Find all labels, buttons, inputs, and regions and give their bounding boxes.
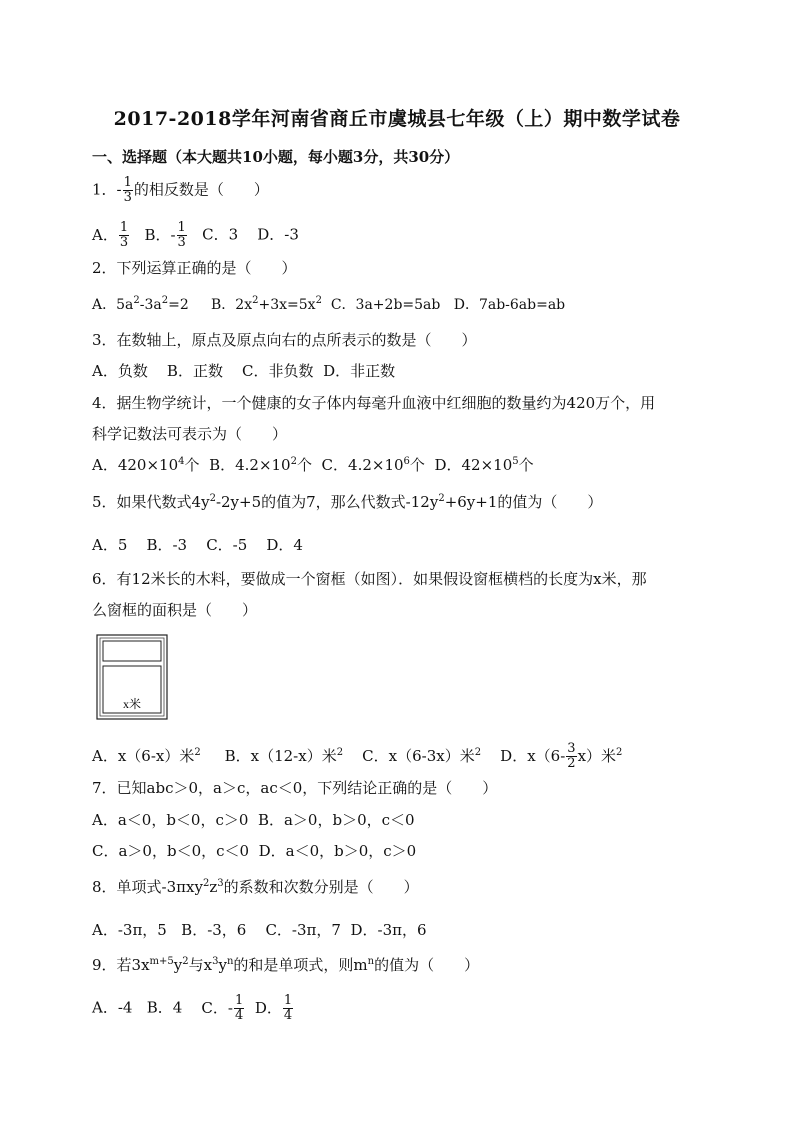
- option-c: C．$4.2\times 10^6$个: [321, 456, 425, 474]
- option-d: D． $\frac{1}{4}$: [254, 993, 293, 1023]
- question-3: 3．在数轴上，原点及原点向右的点所表示的数是（ ）: [92, 331, 477, 349]
- question-4-line1: 4．据生物学统计，一个健康的女子体内每毫升血液中红细胞的数量约为420万个，用: [92, 394, 656, 412]
- option-a: A．x（6-x）米$^2$: [92, 746, 201, 765]
- option-d: D．x（6- $\frac{3}{2}$ x）米$^2$: [500, 741, 623, 771]
- option-b: B．$4.2\times 10^2$个: [209, 456, 312, 474]
- question-6-options: [92, 742, 622, 771]
- question-1-options: [92, 221, 299, 250]
- option-a: A． $\frac{1}{3}$: [92, 220, 129, 250]
- option-c: C．x（6-3x）米$^2$: [362, 746, 482, 765]
- question-1: 1．- $\frac{1}{3}$ 的相反数是（ ）: [92, 175, 269, 205]
- window-frame-figure: [96, 634, 168, 720]
- question-6-line2: 么窗框的面积是（ ）: [92, 601, 258, 619]
- option-b: B．正数: [166, 362, 223, 380]
- question-2: 2．下列运算正确的是（ ）: [92, 259, 297, 277]
- question-7-options-row2: [92, 841, 416, 861]
- question-3-options: [92, 361, 395, 381]
- option-a: A．$420\times 10^4$个: [92, 456, 200, 474]
- figure-label: x米: [122, 697, 142, 711]
- option-a: A．5: [92, 536, 128, 554]
- option-c: C．-5: [206, 536, 248, 554]
- option-a: A．$5a^2-3a^2=2$: [92, 295, 189, 313]
- option-d: D．4: [266, 536, 303, 554]
- question-7-options-row1: [92, 810, 415, 830]
- option-b: B．4: [146, 998, 183, 1017]
- section-heading: 一、选择题（本大题共10小题，每小题3分，共30分）: [92, 148, 460, 166]
- option-c: C．-3π，7: [265, 921, 341, 939]
- option-c: C．非负数: [242, 362, 314, 380]
- question-2-options: [92, 295, 565, 315]
- option-d: D．a＜0，b＞0，c＞0: [258, 842, 417, 860]
- option-a: A．负数: [92, 362, 148, 380]
- option-d: D．$42\times 10^5$个: [434, 456, 534, 474]
- option-b: B．$2x^2+3x=5x^2$: [211, 295, 322, 313]
- fraction: $\frac{1}{3}$: [123, 175, 132, 205]
- option-d: D．非正数: [323, 362, 396, 380]
- frame-top-pane: [103, 641, 161, 661]
- option-d: D．-3π，6: [350, 921, 427, 939]
- question-4-options: [92, 455, 534, 475]
- question-6-line1: 6．有12米长的木料，要做成一个窗框（如图）．如果假设窗框横档的长度为x米，那: [92, 570, 647, 588]
- option-c: C．- $\frac{1}{4}$: [201, 993, 244, 1023]
- option-b: B．x（12-x）米$^2$: [224, 746, 344, 765]
- option-b: B．-3，6: [181, 921, 247, 939]
- option-d: D．-3: [257, 225, 299, 244]
- question-4-line2: 科学记数法可表示为（ ）: [92, 425, 288, 443]
- question-8: 8．单项式$-3\pi xy^2z^3$的系数和次数分别是（ ）: [92, 878, 419, 896]
- question-5-options: [92, 535, 303, 555]
- option-a: A．-3π，5: [92, 921, 167, 939]
- option-b: B．- $\frac{1}{3}$: [144, 220, 186, 250]
- page-title: 2017-2018学年河南省商丘市虞城县七年级（上）期中数学试卷: [113, 108, 681, 130]
- question-7: 7．已知abc＞0，a＞c，ac＜0，下列结论正确的是（ ）: [92, 779, 498, 797]
- question-9: 9．若$3x^{m+5}y^2$与$x^3y^n$的和是单项式，则$m^n$的值为（ ）: [92, 956, 480, 974]
- option-c: C．3: [202, 225, 239, 244]
- question-9-options: [92, 994, 294, 1023]
- option-a: A．-4: [92, 998, 133, 1017]
- option-b: B．-3: [146, 536, 188, 554]
- option-c: C．a＞0，b＜0，c＜0: [92, 842, 250, 860]
- question-8-options: [92, 920, 427, 940]
- option-c: C．3a+2b=5ab: [330, 297, 441, 313]
- option-d: D．7ab-6ab=ab: [453, 297, 566, 313]
- question-5: 5．如果代数式$4y^2-2y+5$的值为7，那么代数式$-12y^2+6y+1$的值为（ ）: [92, 493, 603, 511]
- option-a: A．a＜0，b＜0，c＞0: [92, 811, 249, 829]
- option-b: B．a＞0，b＞0，c＜0: [257, 811, 415, 829]
